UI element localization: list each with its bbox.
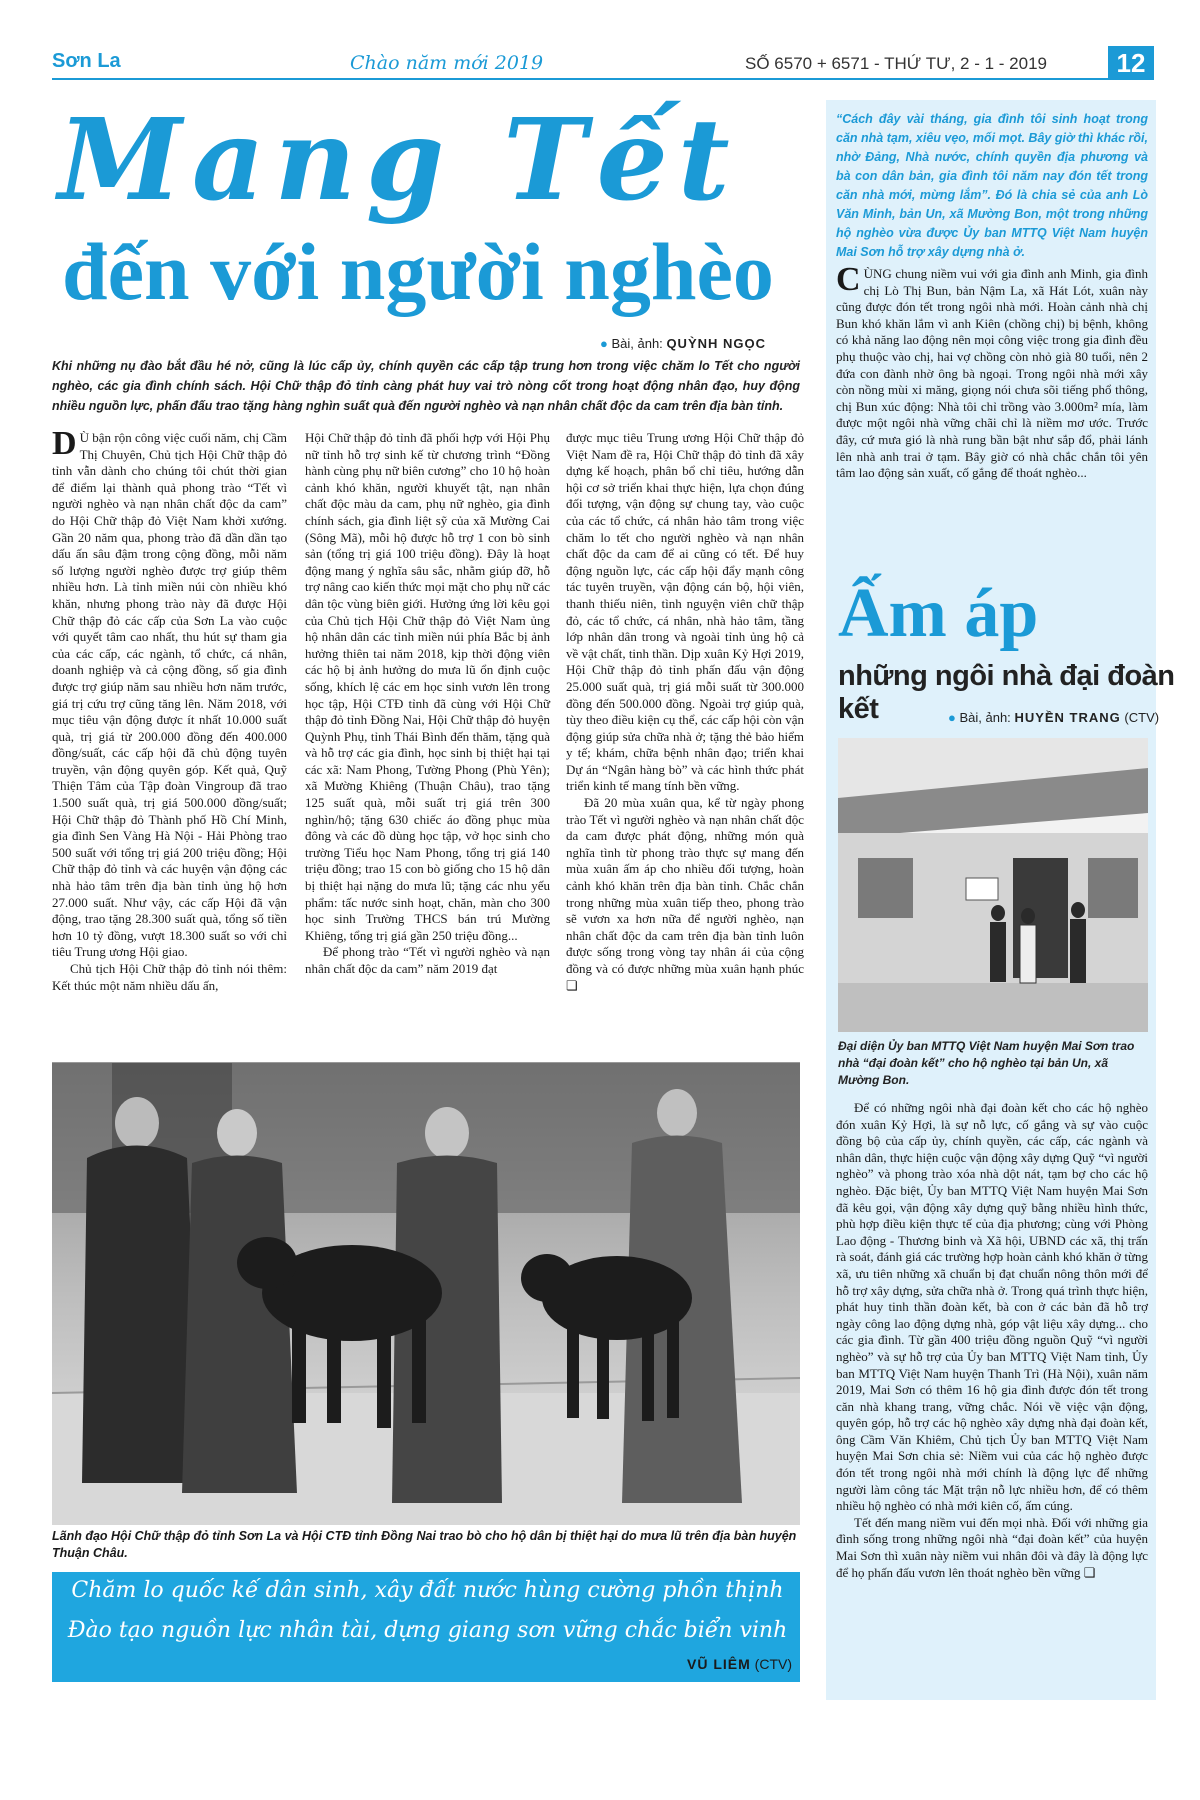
paragraph — [836, 261, 1148, 482]
dropcap: D — [52, 425, 77, 462]
photo-cow-donation — [52, 1062, 800, 1525]
paragraph: Để có những ngôi nhà đại đoàn kết cho các hộ nghèo đón xuân Kỷ Hợi, là sự nỗ lực, cố gắng và sự vào cuộc đồng bộ của cấp ủy, chính quyền, các cấp, các ngành và nhân dân, thực hiện cuộc vận động xây dựng Quỹ “vì người nghèo” và phong trào xóa nhà dột nát, tạm bợ cho các hộ nghèo. Đặc biệt, Ủy ban MTTQ Việt Nam huyện Mai Sơn đã kêu gọi, vận động xây dựng quỹ bằng nhiều hình thức, phù hợp điều kiện thực tế của địa phương; cùng với Phòng Lao động - Thương binh và Xã hội, UBND các xã, thị trấn rà soát, đánh giá các trường hợp hoàn cảnh khó khăn ở từng xã, ưu tiên những xã chuẩn bị đạt chuẩn nông thôn mới để hỗ trợ xây dựng, sửa chữa nhà ở. Trong quá trình thực hiện, phát huy tinh thần đoàn kết, bà con ở các bản đã hỗ trợ ngày công lao động dựng nhà, góp vật liệu xây dựng... cho các gia đình. Từ gần 400 triệu đồng nguồn Quỹ “vì người nghèo” và sự hỗ trợ của Ủy ban MTTQ Việt Nam tỉnh, Ủy ban MTTQ Việt Nam huyện Thanh Trì (Hà Nội), xuân năm 2019, Mai Sơn có thêm 16 hộ gia đình được đón tết trong căn nhà khang trang, vững chắc. Nói về việc vận động, quyên góp, hỗ trợ các hộ nghèo xây dựng nhà đại đoàn kết, ông Cầm Văn Khiêm, Chủ tịch Ủy ban MTTQ Việt Nam huyện Mai Sơn chia sẻ: Niềm vui của các hộ nghèo được đón tết trong ngôi nhà mới chính là động lực để những người làm công tác Mặt trận nỗ lực nhiều hơn, để có thêm nhiều hộ nghèo có nhà mới kiên cố, ấm cúng. — [836, 1100, 1148, 1514]
paragraph: Tết đến mang niềm vui đến mọi nhà. Đối với những gia đình sống trong những ngôi nhà “đại đoàn kết” của huyện Mai Sơn thì xuân này niềm vui nhân đôi và đây là động lực để họ phấn đấu vươn lên thoát nghèo bền vững ❏ — [836, 1514, 1148, 1580]
side-article-byline — [948, 710, 1159, 725]
article-title-line1: Mang Tết — [58, 95, 740, 226]
paragraph: Chủ tịch Hội Chữ thập đỏ tỉnh nói thêm: Kết thúc một năm nhiều dấu ấn, — [52, 961, 287, 993]
side-article-intro — [836, 261, 1148, 482]
byline-prefix: Bài, ảnh: — [959, 710, 1011, 725]
article-column-3 — [566, 430, 804, 994]
paragraph — [52, 425, 287, 961]
side-article-title-line2: những ngôi nhà đại đoàn kết — [838, 660, 1175, 725]
side-article-body — [836, 1100, 1148, 1581]
article-column-1 — [52, 425, 287, 994]
paragraph-text: ÙNG chung niềm vui với gia đình anh Minh, gia đình chị Lò Thị Bun, bản Nậm La, xã Hát Lót, xuân này cũng được đón tết trong ngôi nhà mới. Hoàn cảnh nhà chị Bun khó khăn lắm vì anh Kiên (chồng chị) bị bệnh, không có khả năng lao động nên mọi công việc trong gia đình đều phụ thuộc vào chị, hai vợ chồng còn nhỏ già 80 tuổi, nên 2 đứa con đành nhờ ông bà ngoại. Trong ngôi nhà mới xây còn nồng mùi xi măng, giọng nói chưa sõi tiếng phổ thông, chị Bun xúc động: Nhà tôi chỉ trồng vào 3.000m² mía, làm được một ngôi nhà vững chãi chỉ là niềm mơ ước. Trước đây, cứ mưa gió là nhà rung bần bật như sắp đổ, phải lánh lên nhà anh trai ở tạm. Bây giờ có nhà chắc chắn tôi yên tâm lao động sản xuất, cố gắng để thoát nghèo... — [836, 266, 1148, 481]
slogan-author — [560, 1656, 792, 1672]
side-article-title-line1: Ấm áp — [838, 575, 1039, 652]
header-rule — [52, 78, 1110, 80]
byline-prefix: Bài, ảnh: — [611, 336, 663, 351]
article-lede: Khi những nụ đào bắt đầu hé nở, cũng là lúc cấp ủy, chính quyền các cấp tập trung hơn trong việc chăm lo Tết cho người nghèo, các gia đình chính sách. Hội Chữ thập đỏ tỉnh càng phát huy vai trò nòng cốt trong hoạt động nhân đạo, huy động nhiều nguồn lực, phấn đấu trao tặng hàng nghìn suất quà đến người nghèo và nạn nhân chất độc da cam trên địa bàn tỉnh. — [52, 359, 800, 413]
dropcap: C — [836, 261, 861, 298]
page-number: 12 — [1108, 46, 1154, 80]
byline-author: QUỲNH NGỌC — [666, 336, 766, 351]
paragraph: Để phong trào “Tết vì người nghèo và nạn nhân chất độc da cam” năm 2019 đạt — [305, 944, 550, 976]
paragraph-text: Ù bận rộn công việc cuối năm, chị Cầm Thị Chuyên, Chủ tịch Hội Chữ thập đỏ tỉnh vẫn dành cho chúng tôi chút thời gian để điểm lại thành quả phong trào “Tết vì người nghèo và nạn nhân chất độc da cam” do Hội Chữ thập đỏ Việt Nam khởi xướng. Gần 20 năm qua, phong trào đã dần dần tạo dấu ấn sâu đậm trong cộng đồng, mỗi năm số lượng người nghèo được trợ giúp thêm nhiều hơn. Là tỉnh miền núi còn nhiều khó khăn, nhưng phong trào này đã được Hội Chữ thập đỏ các cấp của Sơn La vào cuộc với quyết tâm cao nhất, thu hút sự tham gia của các cấp, các ngành, tổ chức, cá nhân, doanh nghiệp và cả cộng đồng, số gia đình được trợ giúp năm sau nhiều hơn năm trước, giá trị cứu trợ cũng tăng lên. Năm 2018, với mục tiêu vận động được ít nhất 10.000 suất quà, trị giá từ 200.000 đồng đến 400.000 đồng/suất, các cấp hội đã chủ động tuyên truyền, vận động quyên góp. Kết quả, Quỹ Thiện Tâm của Tập đoàn Vingroup đã trao 1.500 suất quà, trị giá 500.000 đồng/suất; Hội Chữ thập đỏ Thành phố Hồ Chí Minh, gia đình Sen Vàng Hà Nội - Hải Phòng trao 500 suất với tổng trị giá 200 triệu đồng; Hội Chữ thập đỏ tỉnh và các huyện vận động các nhà hảo tâm trên địa bàn tỉnh ủng hộ hơn 27.000 suất. Như vậy, các cấp Hội đã vận động, trao tặng 28.300 suất quà, tổng số tiền hơn 10 tỷ đồng, vượt 18.300 suất so với chỉ tiêu Trung ương Hội giao. — [52, 430, 287, 960]
slogan-line-1: Chăm lo quốc kế dân sinh, xây đất nước hùng cường phồn thịnh — [71, 1578, 784, 1603]
photo-caption-cows: Lãnh đạo Hội Chữ thập đỏ tỉnh Sơn La và Hội CTĐ tỉnh Đồng Nai trao bò cho hộ dân bị thiệt hại do mưa lũ trên địa bàn huyện Thuận Châu. — [52, 1529, 797, 1560]
slogan-author-name: VŨ LIÊM — [687, 1656, 751, 1672]
paragraph: được mục tiêu Trung ương Hội Chữ thập đỏ Việt Nam đề ra, Hội Chữ thập đỏ tỉnh đã xây dựng kế hoạch, phân bổ chỉ tiêu, hướng dẫn hội cơ sở triển khai thực hiện, lựa chọn đúng đối tượng, vận động sự chung tay, vào cuộc của các tổ chức, cá nhân hảo tâm trong việc chăm lo tết cho người nghèo và nạn nhân chất độc da cam để ai cũng có tết. Để huy động nguồn lực, các cấp hội đẩy mạnh công tác tuyên truyền, vận động cán bộ, hội viên, thanh thiếu niên, tình nguyện viên chữ thập đỏ, các tổ chức, cá nhân, nhà hảo tâm, tầng lớp nhân dân trong và ngoài tỉnh ủng hộ cả về vật chất, tinh thần. Dịp xuân Kỷ Hợi 2019, Hội Chữ thập đỏ tỉnh phấn đấu vận động 25.000 suất quà, trị giá mỗi suất từ 300.000 đồng đến 500.000 đồng. Ngoài trợ giúp quà, tùy theo điều kiện cụ thể, các cấp hội còn vận động giúp sửa chữa nhà ở; tặng thẻ bảo hiểm y tế; khám, chữa bệnh nhân đạo; triển khai Dự án “Ngân hàng bò” và các hình thức phát triển kinh tế mang tính bền vững. — [566, 430, 804, 794]
photo-new-house — [838, 738, 1148, 1032]
slogan-line-2: Đào tạo nguồn lực nhân tài, dựng giang sơn vững chắc biển vinh — [67, 1618, 788, 1643]
article-byline — [600, 336, 766, 351]
byline-author: HUYỀN TRANG — [1014, 710, 1121, 725]
side-article-quote: “Cách đây vài tháng, gia đình tôi sinh hoạt trong căn nhà tạm, xiêu vẹo, mối mọt. Bây giờ thì khác rồi, nhờ Đảng, Nhà nước, chính quyền địa phương và bà con dân bản, gia đình tôi năm nay đón tết trong căn nhà mới, mừng lắm”. Đó là chia sẻ của anh Lò Văn Minh, bản Un, xã Mường Bon, một trong những hộ nghèo vừa được Ủy ban MTTQ Việt Nam huyện Mai Sơn hỗ trợ xây dựng nhà ở. — [836, 112, 1148, 259]
byline-suffix: (CTV) — [1124, 710, 1160, 725]
header-tagline: Chào năm mới 2019 — [350, 52, 544, 74]
paragraph: Hội Chữ thập đỏ tỉnh đã phối hợp với Hội Phụ nữ tỉnh hỗ trợ sinh kế từ chương trình “Đồng hành cùng phụ nữ biên cương” cho 10 hộ hoàn cảnh khó khăn, người khuyết tật, nạn nhân chất độc màu da cam, phụ nữ nghèo, gia đình chính sách, gia đình liệt sỹ của xã Mường Cai (Sông Mã), mỗi hộ được hỗ trợ 1 con bò sinh sản (tổng trị giá 100 triệu đồng). Đây là hoạt động mang ý nghĩa sâu sắc, nhằm giúp đỡ, hỗ trợ nâng cao kiến thức mọi mặt cho phụ nữ các dân tộc vùng biên giới. Hưởng ứng lời kêu gọi của Chủ tịch Hội Chữ thập đỏ Việt Nam ủng hộ nhân dân các tỉnh miền núi phía Bắc bị ảnh hưởng thiên tai năm 2018, kịp thời động viên các hộ bị ảnh hưởng do mưa lũ ổn định cuộc sống, khích lệ các em học sinh vươn lên trong học tập, Hội CTĐ tỉnh đã cùng với Hội Chữ thập đỏ tỉnh Đồng Nai, Hội Chữ thập đỏ huyện Quỳnh Phụ, tỉnh Thái Bình đến thăm, tặng quà và hỗ trợ các gia đình, học sinh bị thiệt hại tại các xã: Nam Phong, Tường Phong (Phù Yên); xã Mường Khiêng (Thuận Châu), trao tặng 125 suất quà, mỗi suất trị giá trên 300 nghìn/hộ; tặng 630 chiếc áo đồng phục mùa đông và các đồ dùng học tập, vở học sinh cho trường Tiểu học Nam Phong, tổng trị giá 140 triệu đồng; trao 15 con bò giống cho 15 hộ dân bị thiệt hại nặng do mưa lũ; tặng các nhu yếu phẩm: tấc nước sinh hoạt, chăn, màn cho 300 học sinh Trường THCS bán trú Mường Khiêng, tổng trị giá gần 250 triệu đồng... — [305, 430, 550, 943]
bullet-icon: ● — [600, 336, 608, 351]
paragraph: Đã 20 mùa xuân qua, kể từ ngày phong trào Tết vì người nghèo và nạn nhân chất độc da cam được phát động, những món quà nghĩa tình từ phong trào thực sự mang đến mùa xuân ấm áp cho nhiều đối tượng, hoàn cảnh khó khăn trên địa bàn tỉnh. Chắc chắn trong những mùa xuân tiếp theo, phong trào sẽ vươn xa hơn nữa để người nghèo, nạn nhân chất độc da cam trên địa bàn tỉnh luôn được sống trong vòng tay nhân ái của cộng đồng và có được những mùa xuân hạnh phúc ❏ — [566, 795, 804, 993]
section-name: Sơn La — [52, 50, 121, 72]
article-title-line2: đến với người nghèo — [62, 226, 774, 317]
slogan-author-suffix: (CTV) — [754, 1656, 792, 1672]
photo-caption-house: Đại diện Ủy ban MTTQ Việt Nam huyện Mai Sơn trao nhà “đại đoàn kết” cho hộ nghèo tại bản Un, xã Mường Bon. — [838, 1039, 1135, 1087]
issue-info: SỐ 6570 + 6571 - THỨ TƯ, 2 - 1 - 2019 — [745, 54, 1047, 73]
bullet-icon: ● — [948, 710, 956, 725]
article-column-2 — [305, 430, 550, 978]
